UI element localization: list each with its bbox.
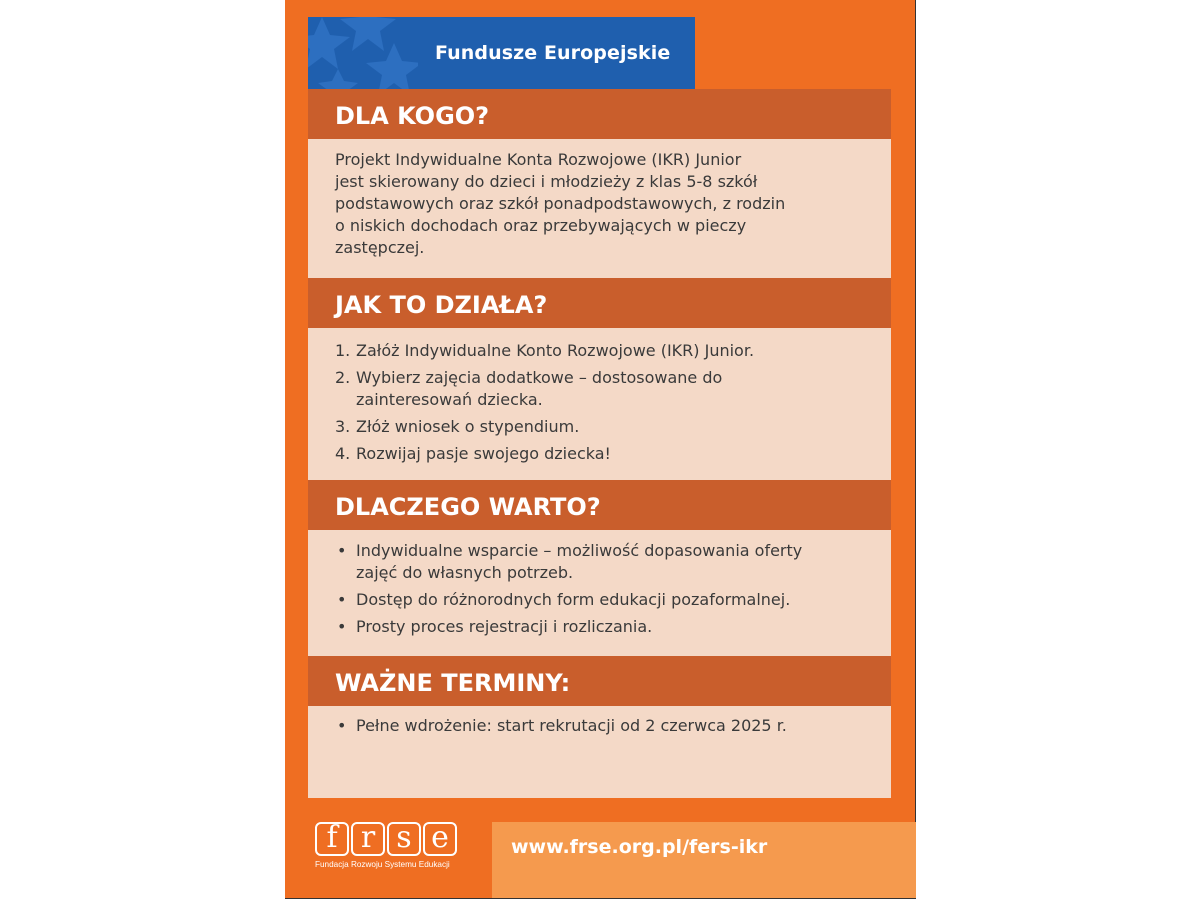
logo-letter: s xyxy=(387,822,421,856)
bullet-item xyxy=(335,715,855,737)
eu-funds-banner xyxy=(308,17,695,89)
bullet-text: Indywidualne wsparcie – możliwość dopasowania oferty xyxy=(356,541,803,560)
poster xyxy=(285,0,916,899)
content-panel xyxy=(308,89,891,798)
bullet-icon: • xyxy=(337,617,347,636)
frse-logo-subtitle: Fundacja Rozwoju Systemu Edukacji xyxy=(315,860,450,869)
eu-funds-title: Fundusze Europejskie xyxy=(435,42,671,64)
step-item xyxy=(335,416,855,438)
step-number: 4. xyxy=(335,444,351,463)
logo-letter: e xyxy=(423,822,457,856)
step-text: Wybierz zajęcia dodatkowe – dostosowane do xyxy=(356,368,723,387)
bullet-text: zajęć do własnych potrzeb. xyxy=(356,563,574,582)
why-worth-list xyxy=(335,540,855,643)
bullet-item xyxy=(335,616,855,638)
step-text: Załóż Indywidualne Konto Rozwojowe (IKR) Junior. xyxy=(356,341,755,360)
for-whom-text xyxy=(335,149,855,259)
step-item xyxy=(335,367,855,411)
section-heading-for-whom: DLA KOGO? xyxy=(308,89,891,139)
step-item xyxy=(335,340,855,362)
frse-logo xyxy=(315,822,475,882)
bullet-text: Pełne wdrożenie: start rekrutacji od 2 czerwca 2025 r. xyxy=(356,716,787,735)
step-text: Rozwijaj pasje swojego dziecka! xyxy=(356,444,611,463)
bullet-text: Prosty proces rejestracji i rozliczania. xyxy=(356,617,653,636)
step-text: Złóż wniosek o stypendium. xyxy=(356,417,580,436)
step-item xyxy=(335,443,855,465)
logo-letter: r xyxy=(351,822,385,856)
paragraph-line: o niskich dochodach oraz przebywających w pieczy xyxy=(335,216,747,235)
step-text: zainteresowań dziecka. xyxy=(356,390,543,409)
section-heading-important-dates: WAŻNE TERMINY: xyxy=(308,656,891,706)
section-heading-why-worth: DLACZEGO WARTO? xyxy=(308,480,891,530)
bullet-item xyxy=(335,589,855,611)
paragraph-line: Projekt Indywidualne Konta Rozwojowe (IKR) Junior xyxy=(335,150,742,169)
bullet-icon: • xyxy=(337,590,347,609)
section-heading-how-it-works: JAK TO DZIAŁA? xyxy=(308,278,891,328)
step-number: 1. xyxy=(335,341,351,360)
important-dates-list xyxy=(335,715,855,742)
bullet-icon: • xyxy=(337,541,347,560)
frse-logo-letters xyxy=(315,822,457,856)
paragraph-line: zastępczej. xyxy=(335,238,425,257)
paragraph-line: podstawowych oraz szkół ponadpodstawowych, z rodzin xyxy=(335,194,786,213)
step-number: 3. xyxy=(335,417,351,436)
bullet-item xyxy=(335,540,855,584)
bullet-icon: • xyxy=(337,716,347,735)
eu-stars-icon xyxy=(308,17,418,89)
paragraph-line: jest skierowany do dzieci i młodzieży z klas 5-8 szkół xyxy=(335,172,758,191)
step-number: 2. xyxy=(335,368,351,387)
how-it-works-list xyxy=(335,340,855,470)
website-url[interactable]: www.frse.org.pl/fers-ikr xyxy=(492,822,916,898)
bullet-text: Dostęp do różnorodnych form edukacji pozaformalnej. xyxy=(356,590,791,609)
logo-letter: f xyxy=(315,822,349,856)
